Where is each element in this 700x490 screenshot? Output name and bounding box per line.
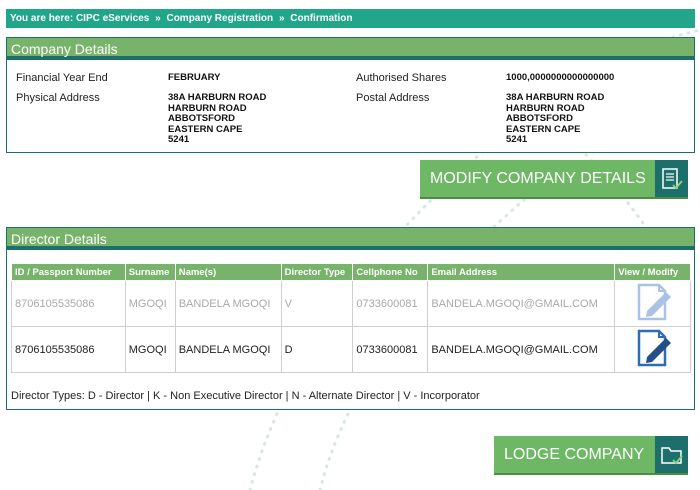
director-type: D	[281, 327, 353, 373]
director-names: BANDELA MGOQI	[175, 327, 281, 373]
postal-address-value: 38A HARBURN ROAD HARBURN ROAD ABBOTSFORD EASTERN CAPE 5241	[506, 92, 605, 145]
lodge-company-button[interactable]	[494, 436, 688, 473]
edit-document-icon[interactable]	[631, 327, 675, 369]
director-table	[11, 263, 691, 373]
physical-address-label: Physical Address	[16, 92, 100, 104]
breadcrumb-separator: »	[155, 13, 161, 24]
modify-company-details-button[interactable]	[420, 160, 688, 197]
director-cellphone: 0733600081	[353, 327, 428, 373]
folder-check-icon	[655, 436, 688, 473]
table-row[interactable]	[12, 327, 691, 373]
table-header-row	[12, 264, 691, 281]
lodge-company-label: LODGE COMPANY	[504, 446, 645, 463]
director-type: V	[281, 281, 353, 327]
column-header-director-type: Director Type	[281, 264, 353, 281]
column-header-surname: Surname	[125, 264, 175, 281]
financial-year-end-label: Financial Year End	[16, 72, 108, 84]
director-details-title: Director Details	[7, 228, 694, 250]
column-header-view-modify: View / Modify	[615, 264, 691, 281]
breadcrumb	[6, 9, 695, 28]
breadcrumb-separator: »	[278, 13, 285, 24]
director-types-legend: Director Types: D - Director | K - Non Executive Director | N - Alternate Director | V - Incorporator	[11, 390, 480, 402]
company-details-title: Company Details	[7, 38, 694, 60]
director-names: BANDELA MGOQI	[175, 281, 281, 327]
modify-company-details-label: MODIFY COMPANY DETAILS	[430, 170, 646, 187]
view-modify-cell	[615, 327, 691, 373]
director-id: 8706105535086	[12, 281, 126, 327]
column-header-email: Email Address	[428, 264, 615, 281]
director-details-panel	[6, 227, 695, 410]
authorised-shares-label: Authorised Shares	[356, 72, 447, 84]
table-row[interactable]	[12, 281, 691, 327]
document-edit-icon	[655, 160, 688, 197]
column-header-cellphone: Cellphone No	[353, 264, 428, 281]
authorised-shares-value: 1000,0000000000000000	[506, 72, 615, 83]
director-email: BANDELA.MGOQI@GMAIL.COM	[428, 281, 615, 327]
director-surname: MGOQI	[125, 281, 175, 327]
physical-address-value: 38A HARBURN ROAD HARBURN ROAD ABBOTSFORD EASTERN CAPE 5241	[168, 92, 267, 145]
director-cellphone: 0733600081	[353, 281, 428, 327]
financial-year-end-value: FEBRUARY	[168, 72, 221, 83]
breadcrumb-prefix: You are here:	[10, 13, 74, 24]
breadcrumb-link-eservices[interactable]: CIPC eServices	[75, 13, 150, 24]
view-modify-cell	[615, 281, 691, 327]
breadcrumb-link-company-registration[interactable]: Company Registration	[166, 13, 274, 24]
company-details-panel	[6, 37, 695, 153]
director-surname: MGOQI	[125, 327, 175, 373]
director-id: 8706105535086	[12, 327, 126, 373]
breadcrumb-current: Confirmation	[290, 13, 353, 24]
column-header-names: Name(s)	[175, 264, 281, 281]
postal-address-label: Postal Address	[356, 92, 430, 104]
edit-document-icon[interactable]	[631, 281, 675, 323]
director-email: BANDELA.MGOQI@GMAIL.COM	[428, 327, 615, 373]
column-header-id: ID / Passport Number	[12, 264, 126, 281]
